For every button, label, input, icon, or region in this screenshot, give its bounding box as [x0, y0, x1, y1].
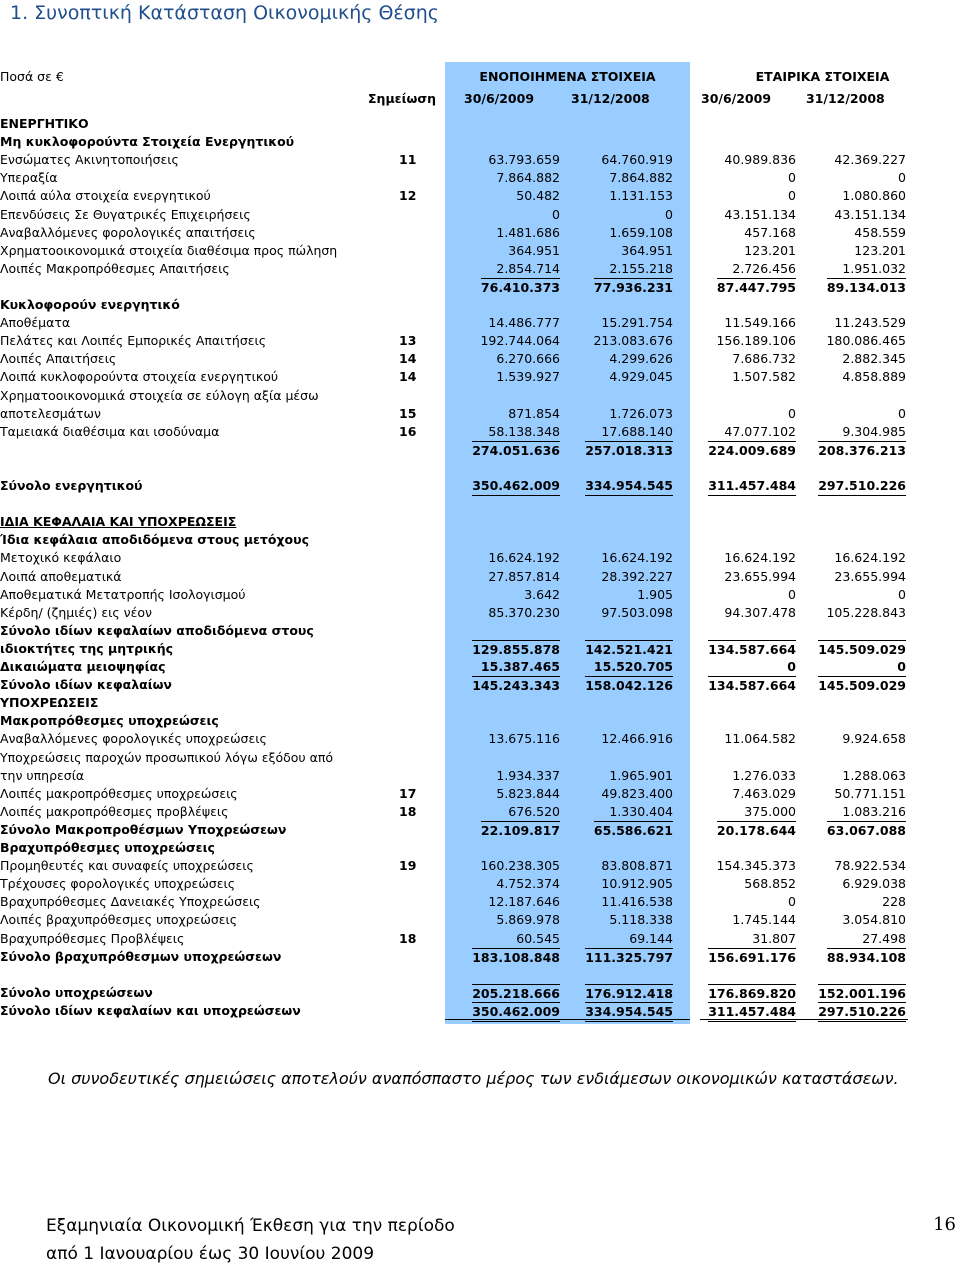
value-col-2: 65.586.621 — [593, 822, 673, 838]
row-label: Σύνολο βραχυπρόθεσμων υποχρεώσεων — [0, 948, 282, 964]
value-col-2: 16.624.192 — [601, 550, 673, 566]
value-col-2: 0 — [665, 206, 673, 222]
value-col-2: 158.042.126 — [585, 678, 673, 694]
table-row — [0, 151, 960, 169]
value-col-4: 6.929.038 — [842, 876, 906, 892]
row-label: Μη κυκλοφορούντα Στοιχεία Ενεργητικού — [0, 134, 295, 150]
date-header-3: 30/6/2009 — [701, 91, 772, 106]
value-col-2: 1.965.901 — [609, 767, 673, 783]
row-label: Ταμειακά διαθέσιμα και ισοδύναμα — [0, 423, 220, 439]
value-col-3: 47.077.102 — [724, 423, 796, 439]
value-col-2: 11.416.538 — [601, 894, 673, 910]
table-row — [0, 115, 960, 133]
value-col-3: 1.745.144 — [732, 912, 796, 928]
row-label: Χρηματοοικονομικά στοιχεία διαθέσιμα προς πώληση — [0, 242, 338, 258]
value-col-3: 40.989.836 — [724, 152, 796, 168]
value-col-1: 14.486.777 — [488, 315, 560, 331]
value-col-3: 87.447.795 — [716, 279, 796, 295]
value-col-4: 42.369.227 — [834, 152, 906, 168]
table-row — [0, 368, 960, 386]
value-col-3: 7.463.029 — [732, 785, 796, 801]
value-col-3: 16.624.192 — [724, 550, 796, 566]
value-col-4: 27.498 — [862, 930, 906, 946]
table-row — [0, 803, 960, 821]
value-col-3: 31.807 — [752, 930, 796, 946]
table-row — [0, 749, 960, 767]
value-col-2: 69.144 — [629, 930, 673, 946]
value-col-2: 213.083.676 — [593, 333, 673, 349]
value-col-1: 205.218.666 — [472, 985, 560, 1001]
value-col-4: 43.151.134 — [834, 206, 906, 222]
table-row — [0, 296, 960, 314]
value-col-3: 11.549.166 — [724, 315, 796, 331]
value-col-1: 63.793.659 — [488, 152, 560, 168]
table-row — [0, 513, 960, 531]
date-header-1: 30/6/2009 — [464, 91, 535, 106]
value-col-1: 1.539.927 — [496, 369, 560, 385]
table-row — [0, 785, 960, 803]
value-col-4: 16.624.192 — [834, 550, 906, 566]
value-col-2: 64.760.919 — [601, 152, 673, 168]
value-col-4: 0 — [898, 405, 906, 421]
value-col-2: 1.726.073 — [609, 405, 673, 421]
value-col-4: 152.001.196 — [818, 985, 906, 1001]
value-col-4: 0 — [898, 586, 906, 602]
value-col-2: 334.954.545 — [585, 477, 673, 496]
value-col-2: 4.929.045 — [609, 369, 673, 385]
currency-label: Ποσά σε € — [0, 69, 64, 84]
value-col-2: 2.155.218 — [609, 260, 673, 276]
row-label: Σύνολο ενεργητικού — [0, 478, 143, 493]
value-col-1: 183.108.848 — [472, 949, 560, 965]
table-row — [0, 911, 960, 929]
row-label: Σύνολο ιδίων κεφαλαίων και υποχρεώσεων — [0, 1002, 301, 1018]
row-label: Λοιπές Απαιτήσεις — [0, 351, 117, 367]
table-row — [0, 278, 960, 296]
table-row — [0, 984, 960, 1002]
row-label: Ίδια κεφάλαια αποδιδόμενα στους μετόχους — [0, 532, 309, 548]
value-col-1: 145.243.343 — [472, 678, 560, 694]
value-col-3: 176.869.820 — [708, 985, 796, 1001]
row-note: 18 — [399, 803, 417, 819]
row-label: Λοιπά αύλα στοιχεία ενεργητικού — [0, 188, 211, 204]
row-label: Βραχυπρόθεσμες Προβλέψεις — [0, 930, 185, 946]
value-col-1: 1.481.686 — [496, 224, 560, 240]
value-col-3: 0 — [788, 170, 796, 186]
value-col-2: 1.659.108 — [609, 224, 673, 240]
row-label: ΕΝΕΡΓΗΤΙΚΟ — [0, 116, 89, 131]
value-col-1: 0 — [552, 206, 560, 222]
row-label: ΙΔΙΑ ΚΕΦΑΛΑΙΑ ΚΑΙ ΥΠΟΧΡΕΩΣΕΙΣ — [0, 514, 237, 530]
value-col-2: 49.823.400 — [601, 785, 673, 801]
row-label: Κυκλοφορούν ενεργητικό — [0, 297, 180, 312]
consolidated-header: ΕΝΟΠΟΙΗΜΕΝΑ ΣΤΟΙΧΕΙΑ — [479, 69, 656, 84]
table-row — [0, 187, 960, 205]
value-col-4: 3.054.810 — [842, 912, 906, 928]
value-col-1: 58.138.348 — [488, 423, 560, 439]
row-label: Υπεραξία — [0, 170, 58, 186]
value-col-1: 22.109.817 — [480, 822, 560, 838]
table-row — [0, 622, 960, 640]
value-col-2: 77.936.231 — [593, 279, 673, 295]
value-col-1: 350.462.009 — [472, 1002, 560, 1022]
table-row — [0, 676, 960, 694]
row-label: Δικαιώματα μειοψηφίας — [0, 659, 166, 674]
table-row — [0, 767, 960, 785]
value-col-2: 97.503.098 — [601, 604, 673, 620]
row-label: Αποθέματα — [0, 315, 71, 331]
page-title: 1. Συνοπτική Κατάσταση Οικονομικής Θέσης — [10, 2, 439, 24]
value-col-4: 23.655.994 — [834, 568, 906, 584]
value-col-4: 228 — [882, 894, 906, 910]
row-label: την υπηρεσία — [0, 767, 85, 783]
value-col-3: 1.276.033 — [732, 767, 796, 783]
footer-line-2: από 1 Ιανουαρίου έως 30 Ιουνίου 2009 — [46, 1244, 375, 1264]
row-label: Λοιπές μακροπρόθεσμες προβλέψεις — [0, 803, 229, 819]
table-row — [0, 133, 960, 151]
row-label: ιδιοκτήτες της μητρικής — [0, 640, 174, 656]
row-label: Προμηθευτές και συναφείς υποχρεώσεις — [0, 858, 254, 874]
bottom-rule-1 — [445, 1019, 690, 1020]
value-col-1: 192.744.064 — [480, 333, 560, 349]
value-col-3: 311.457.484 — [708, 1002, 796, 1022]
row-label: Σύνολο ιδίων κεφαλαίων — [0, 677, 172, 693]
value-col-3: 375.000 — [744, 803, 796, 819]
value-col-3: 94.307.478 — [724, 604, 796, 620]
row-label: Λοιπές μακροπρόθεσμες υποχρεώσεις — [0, 785, 238, 801]
table-row — [0, 405, 960, 423]
row-label: Ενσώματες Ακινητοποιήσεις — [0, 152, 179, 168]
value-col-3: 156.189.106 — [716, 333, 796, 349]
value-col-1: 76.410.373 — [480, 279, 560, 295]
value-col-1: 2.854.714 — [496, 260, 560, 276]
value-col-3: 134.587.664 — [708, 641, 796, 657]
bottom-rule-2 — [700, 1019, 908, 1020]
row-label: Λοιπά αποθεματικά — [0, 568, 122, 584]
row-label: Σύνολο ιδίων κεφαλαίων αποδιδόμενα στους — [0, 622, 314, 638]
row-note: 13 — [399, 333, 417, 349]
row-label: Μακροπρόθεσμες υποχρεώσεις — [0, 713, 219, 729]
table-row — [0, 387, 960, 405]
footnote: Οι συνοδευτικές σημειώσεις αποτελούν αναπόσπαστο μέρος των ενδιάμεσων οικονομικών καταστάσεων. — [48, 1069, 899, 1088]
table-row — [0, 730, 960, 748]
table-row — [0, 242, 960, 260]
table-row — [0, 423, 960, 441]
value-col-4: 105.228.843 — [826, 604, 906, 620]
row-label: Μετοχικό κεφάλαιο — [0, 550, 122, 566]
value-col-3: 123.201 — [744, 242, 796, 258]
value-col-1: 1.934.337 — [496, 767, 560, 783]
value-col-2: 12.466.916 — [601, 731, 673, 747]
row-note: 17 — [399, 785, 417, 801]
value-col-4: 0 — [897, 659, 906, 674]
value-col-4: 9.304.985 — [842, 423, 906, 439]
value-col-4: 9.924.658 — [842, 731, 906, 747]
value-col-1: 160.238.305 — [480, 858, 560, 874]
value-col-2: 5.118.338 — [609, 912, 673, 928]
value-col-2: 10.912.905 — [601, 876, 673, 892]
company-header: ΕΤΑΙΡΙΚΑ ΣΤΟΙΧΕΙΑ — [755, 69, 890, 84]
value-col-3: 23.655.994 — [724, 568, 796, 584]
value-col-3: 134.587.664 — [708, 678, 796, 694]
value-col-3: 11.064.582 — [724, 731, 796, 747]
table-row — [0, 586, 960, 604]
table-row — [0, 350, 960, 368]
value-col-3: 2.726.456 — [732, 260, 796, 276]
value-col-4: 458.559 — [854, 224, 906, 240]
value-col-4: 11.243.529 — [834, 315, 906, 331]
table-row — [0, 260, 960, 278]
row-note: 12 — [399, 188, 417, 204]
value-col-3: 7.686.732 — [732, 351, 796, 367]
row-note: 14 — [399, 369, 417, 385]
table-row — [0, 640, 960, 658]
value-col-2: 4.299.626 — [609, 351, 673, 367]
row-label: Αναβαλλόμενες φορολογικές υποχρεώσεις — [0, 731, 267, 747]
table-row — [0, 875, 960, 893]
table-row — [0, 206, 960, 224]
table-row — [0, 604, 960, 622]
table-row — [0, 224, 960, 242]
row-label: Πελάτες και Λοιπές Εμπορικές Απαιτήσεις — [0, 333, 267, 349]
row-note: 14 — [399, 351, 417, 367]
value-col-3: 311.457.484 — [708, 477, 796, 496]
date-header-2: 31/12/2008 — [571, 91, 650, 106]
value-col-1: 5.823.844 — [496, 785, 560, 801]
table-row — [0, 694, 960, 712]
value-col-4: 1.083.216 — [842, 803, 906, 819]
value-col-1: 27.857.814 — [488, 568, 560, 584]
value-col-4: 89.134.013 — [826, 279, 906, 295]
table-row — [0, 821, 960, 839]
value-col-2: 7.864.882 — [609, 170, 673, 186]
value-col-3: 0 — [788, 894, 796, 910]
row-label: Σύνολο Μακροπροθέσμων Υποχρεώσεων — [0, 821, 287, 837]
table-row — [0, 1002, 960, 1020]
table-row — [0, 314, 960, 332]
value-col-2: 111.325.797 — [585, 949, 673, 965]
value-col-1: 60.545 — [516, 930, 560, 946]
value-col-4: 145.509.029 — [818, 678, 906, 694]
value-col-2: 1.330.404 — [609, 803, 673, 819]
value-col-2: 15.291.754 — [601, 315, 673, 331]
row-note: 16 — [399, 423, 417, 439]
table-row — [0, 549, 960, 567]
value-col-4: 63.067.088 — [826, 822, 906, 838]
table-row — [0, 477, 960, 495]
value-col-4: 208.376.213 — [818, 442, 906, 458]
value-col-3: 0 — [788, 586, 796, 602]
value-col-2: 257.018.313 — [585, 442, 673, 458]
row-note: 11 — [399, 152, 417, 168]
notes-header: Σημείωση — [368, 91, 436, 106]
value-col-1: 6.270.666 — [496, 351, 560, 367]
value-col-2: 142.521.421 — [585, 641, 673, 657]
value-col-2: 176.912.418 — [585, 985, 673, 1001]
row-label: Υποχρεώσεις παροχών προσωπικού λόγω εξόδου από — [0, 749, 334, 765]
value-col-1: 7.864.882 — [496, 170, 560, 186]
row-label: Βραχυπρόθεσμες υποχρεώσεις — [0, 840, 215, 855]
value-col-1: 5.869.978 — [496, 912, 560, 928]
row-label: Λοιπές βραχυπρόθεσμες υποχρεώσεις — [0, 912, 238, 928]
value-col-1: 50.482 — [516, 188, 560, 204]
value-col-3: 0 — [787, 659, 796, 674]
table-row — [0, 839, 960, 857]
table-row — [0, 459, 960, 477]
value-col-3: 156.691.176 — [708, 949, 796, 965]
table-row — [0, 712, 960, 730]
value-col-1: 3.642 — [524, 586, 560, 602]
value-col-2: 17.688.140 — [601, 423, 673, 439]
value-col-4: 1.288.063 — [842, 767, 906, 783]
value-col-3: 224.009.689 — [708, 442, 796, 458]
row-note: 19 — [399, 858, 417, 874]
value-col-3: 0 — [788, 188, 796, 204]
row-label: Χρηματοοικονομικά στοιχεία σε εύλογη αξία μέσω — [0, 387, 319, 403]
row-label: Λοιπά κυκλοφορούντα στοιχεία ενεργητικού — [0, 369, 279, 385]
value-col-4: 180.086.465 — [826, 333, 906, 349]
value-col-1: 871.854 — [508, 405, 560, 421]
value-col-2: 83.808.871 — [601, 858, 673, 874]
row-label: Βραχυπρόθεσμες Δανειακές Υποχρεώσεις — [0, 894, 261, 910]
value-col-4: 0 — [898, 170, 906, 186]
row-note: 18 — [399, 930, 417, 946]
value-col-4: 50.771.151 — [834, 785, 906, 801]
table-row — [0, 495, 960, 513]
row-label: Τρέχουσες φορολογικές υποχρεώσεις — [0, 876, 236, 892]
table-row — [0, 169, 960, 187]
value-col-1: 16.624.192 — [488, 550, 560, 566]
value-col-4: 1.951.032 — [842, 260, 906, 276]
value-col-2: 28.392.227 — [601, 568, 673, 584]
value-col-4: 1.080.860 — [842, 188, 906, 204]
value-col-1: 12.187.646 — [488, 894, 560, 910]
value-col-1: 85.370.230 — [488, 604, 560, 620]
value-col-1: 4.752.374 — [496, 876, 560, 892]
value-col-4: 88.934.108 — [826, 949, 906, 965]
value-col-3: 154.345.373 — [716, 858, 796, 874]
value-col-1: 364.951 — [508, 242, 560, 258]
value-col-1: 350.462.009 — [472, 477, 560, 496]
value-col-3: 20.178.644 — [716, 822, 796, 838]
row-label: Αποθεματικά Μετατροπής Ισολογισμού — [0, 586, 246, 602]
table-row — [0, 893, 960, 911]
value-col-1: 274.051.636 — [472, 442, 560, 458]
value-col-4: 4.858.889 — [842, 369, 906, 385]
table-row — [0, 332, 960, 350]
row-label: αποτελεσμάτων — [0, 405, 101, 421]
value-col-3: 568.852 — [744, 876, 796, 892]
row-label: Επενδύσεις Σε Θυγατρικές Επιχειρήσεις — [0, 206, 251, 222]
footer-line-1: Εξαμηνιαία Οικονομική Έκθεση για την περίοδο — [46, 1216, 455, 1236]
row-label: Λοιπές Μακροπρόθεσμες Απαιτήσεις — [0, 260, 230, 276]
value-col-1: 676.520 — [508, 803, 560, 819]
value-col-2: 15.520.705 — [593, 659, 673, 674]
value-col-4: 123.201 — [854, 242, 906, 258]
value-col-4: 2.882.345 — [842, 351, 906, 367]
table-row — [0, 658, 960, 676]
value-col-4: 78.922.534 — [834, 858, 906, 874]
row-note: 15 — [399, 405, 417, 421]
value-col-4: 297.510.226 — [818, 477, 906, 496]
page-number: 16 — [933, 1214, 956, 1235]
row-label: ΥΠΟΧΡΕΩΣΕΙΣ — [0, 695, 99, 711]
table-row — [0, 441, 960, 459]
value-col-3: 1.507.582 — [732, 369, 796, 385]
table-row — [0, 531, 960, 549]
value-col-1: 15.387.465 — [480, 659, 560, 674]
value-col-3: 0 — [788, 405, 796, 421]
value-col-2: 364.951 — [621, 242, 673, 258]
table-row — [0, 930, 960, 948]
table-row — [0, 568, 960, 586]
row-label: Κέρδη/ (ζημιές) εις νέον — [0, 604, 153, 620]
value-col-4: 145.509.029 — [818, 641, 906, 657]
row-label: Αναβαλλόμενες φορολογικές απαιτήσεις — [0, 224, 256, 240]
value-col-3: 457.168 — [744, 224, 796, 240]
row-label: Σύνολο υποχρεώσεων — [0, 984, 153, 1000]
table-row — [0, 948, 960, 966]
date-header-4: 31/12/2008 — [806, 91, 885, 106]
value-col-3: 43.151.134 — [724, 206, 796, 222]
value-col-2: 334.954.545 — [585, 1002, 673, 1022]
value-col-2: 1.131.153 — [609, 188, 673, 204]
value-col-2: 1.905 — [637, 586, 673, 602]
value-col-1: 129.855.878 — [472, 641, 560, 657]
table-row — [0, 966, 960, 984]
value-col-1: 13.675.116 — [488, 731, 560, 747]
value-col-4: 297.510.226 — [818, 1002, 906, 1022]
table-row — [0, 857, 960, 875]
